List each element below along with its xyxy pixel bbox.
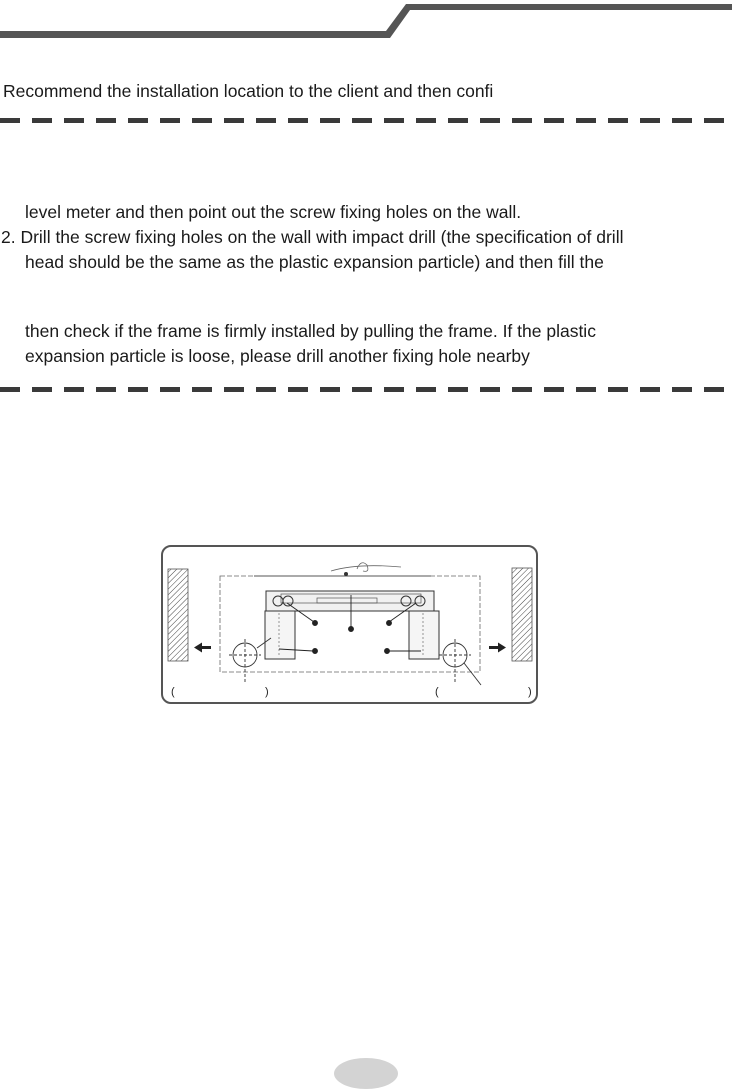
diagram-frame [162,546,537,703]
right-wall-hatch [512,568,532,661]
right-label-open-paren: ( [435,686,439,698]
section-divider-bottom [0,387,732,392]
step-line-5: expansion particle is loose, please drill another fixing hole nearby [25,346,530,366]
left-wall-hatch [168,569,188,661]
intro-text: Recommend the installation location to the client and then confi [3,81,494,101]
installation-diagram [161,545,538,704]
step-line-3: head should be the same as the plastic expansion particle) and then fill the [25,252,604,272]
section-divider-top [0,118,732,123]
left-label-open-paren: ( [171,686,175,698]
right-label-close-paren: ) [528,686,532,698]
header-tab-shape [0,4,732,38]
page-number-badge [334,1058,398,1089]
step-line-1: level meter and then point out the screw fixing holes on the wall. [25,202,522,222]
header-bar [0,0,732,42]
left-label-close-paren: ) [265,686,269,698]
level-bubble [344,572,348,576]
step-line-4: then check if the frame is firmly installed by pulling the frame. If the plastic [25,321,596,341]
step-line-2: 2. Drill the screw fixing holes on the wall with impact drill (the specification of drill [1,227,624,247]
